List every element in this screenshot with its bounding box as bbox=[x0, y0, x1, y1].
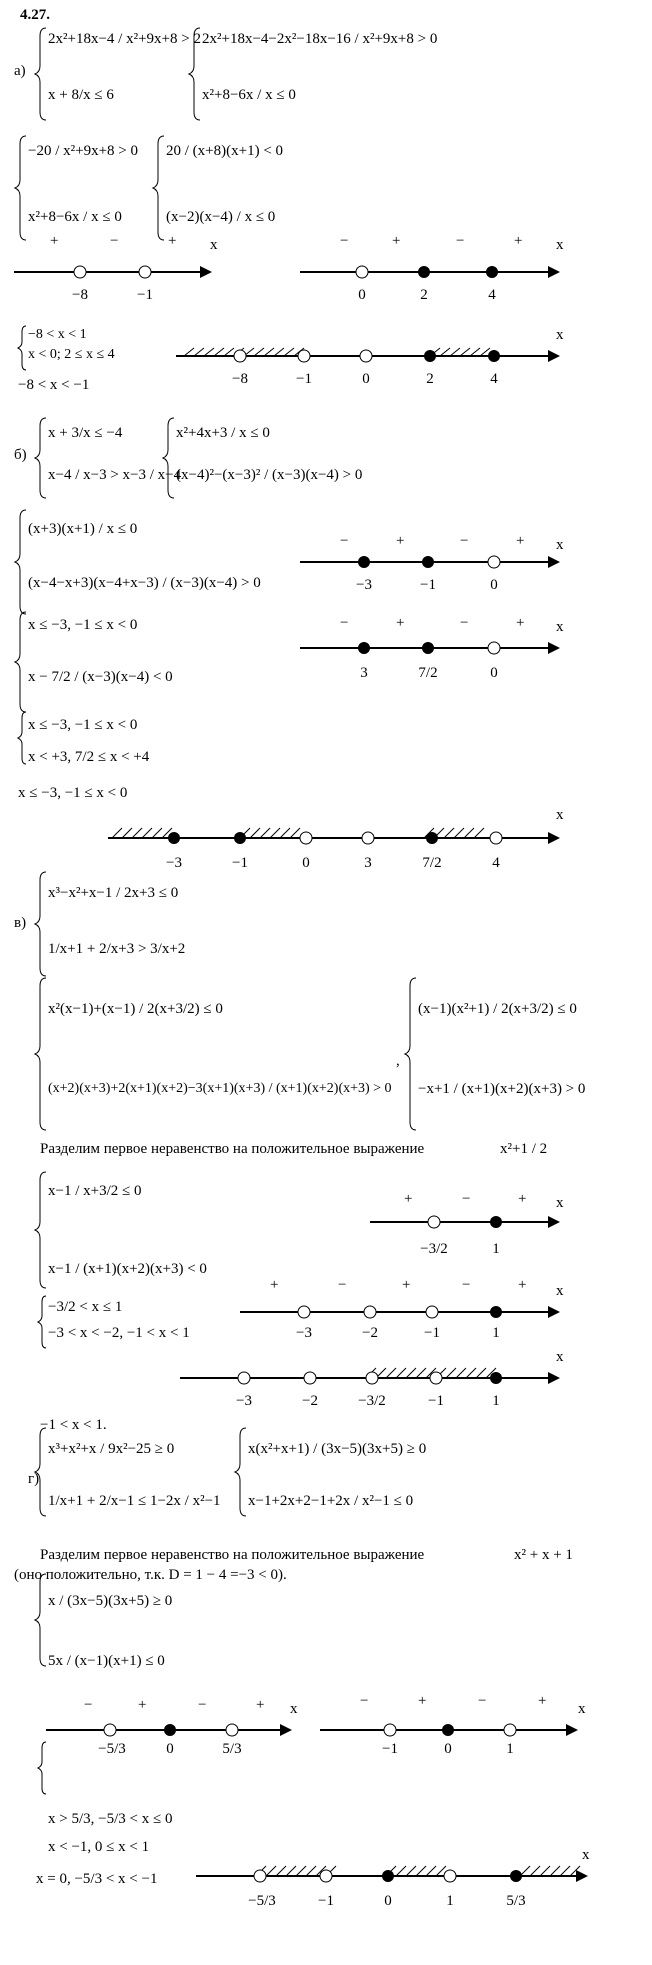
sign: + bbox=[538, 1693, 547, 1709]
a-sys5-eq2: x < 0; 2 ≤ x ≤ 4 bbox=[28, 347, 115, 362]
b-sys4-eq2: x − 7/2 / (x−3)(x−4) < 0 bbox=[28, 669, 173, 685]
point-label: −3/2 bbox=[420, 1241, 448, 1257]
a-sys1-eq1: 2x²+18x−4 / x²+9x+8 > 2 bbox=[48, 31, 201, 47]
sign: − bbox=[340, 233, 349, 249]
sign: − bbox=[360, 1693, 369, 1709]
sign: + bbox=[270, 1277, 279, 1293]
g-sys4-eq2: x < −1, 0 ≤ x < 1 bbox=[48, 1839, 150, 1855]
axis-label: x bbox=[582, 1847, 590, 1863]
point-label: −1 bbox=[420, 577, 436, 593]
point-label: 1 bbox=[492, 1393, 500, 1409]
point-label: −8 bbox=[72, 287, 88, 303]
point-label: −1 bbox=[428, 1393, 444, 1409]
part-b-label: б) bbox=[14, 447, 27, 463]
point-label: −1 bbox=[382, 1741, 398, 1757]
sign: − bbox=[84, 1697, 93, 1713]
a-sys4-eq2: (x−2)(x−4) / x ≤ 0 bbox=[166, 209, 276, 225]
sign: − bbox=[340, 615, 349, 631]
axis-label: x bbox=[556, 537, 564, 553]
v-sys2-eq1: x²(x−1)+(x−1) / 2(x+3/2) ≤ 0 bbox=[48, 1001, 223, 1017]
v-number-line-1 bbox=[0, 1180, 652, 1240]
point-label: −5/3 bbox=[98, 1741, 126, 1757]
v-sys1-eq1: x³−x²+x−1 / 2x+3 ≤ 0 bbox=[48, 885, 179, 901]
b-sys1-eq1: x + 3/x ≤ −4 bbox=[48, 425, 123, 441]
point-label: 0 bbox=[384, 1893, 392, 1909]
axis-label: x bbox=[556, 1195, 564, 1211]
b-number-line-1 bbox=[0, 520, 652, 580]
comma: , bbox=[396, 1053, 400, 1069]
g-sys3-eq2: 5x / (x−1)(x+1) ≤ 0 bbox=[48, 1653, 165, 1669]
v-sys2-eq2: (x+2)(x+3)+2(x+1)(x+2)−3(x+1)(x+3) / (x+1)(x+2)(x+3) > 0 bbox=[48, 1081, 392, 1096]
g-note2: (оно положительно, т.к. D = 1 − 4 =−3 < 0). bbox=[14, 1567, 287, 1583]
sign: + bbox=[396, 533, 405, 549]
v-note-expr: x²+1 / 2 bbox=[500, 1141, 548, 1157]
axis-label: x bbox=[556, 619, 564, 635]
b-combined-line bbox=[0, 800, 652, 860]
sign: + bbox=[518, 1277, 527, 1293]
v-combined-line bbox=[0, 1340, 652, 1400]
point-label: 0 bbox=[358, 287, 366, 303]
point-label: 4 bbox=[490, 371, 498, 387]
g-number-line-2 bbox=[0, 1690, 652, 1750]
point-label: 0 bbox=[302, 855, 310, 871]
g-sys2-eq2: x−1+2x+2−1+2x / x²−1 ≤ 0 bbox=[248, 1493, 414, 1509]
axis-label: x bbox=[556, 237, 564, 253]
sign: + bbox=[516, 533, 525, 549]
point-label: −1 bbox=[424, 1325, 440, 1341]
v-note: Разделим первое неравенство на положительное выражение bbox=[40, 1141, 425, 1157]
b-sys2-eq1: x²+4x+3 / x ≤ 0 bbox=[176, 425, 270, 441]
point-label: −3 bbox=[356, 577, 372, 593]
v-sys4-eq2: x−1 / (x+1)(x+2)(x+3) < 0 bbox=[48, 1261, 207, 1277]
v-sys1-eq2: 1/x+1 + 2/x+3 > 3/x+2 bbox=[48, 941, 186, 957]
a-sys2-eq2: x²+8−6x / x ≤ 0 bbox=[202, 87, 296, 103]
a-number-line-2 bbox=[0, 230, 652, 290]
point-label: 1 bbox=[446, 1893, 454, 1909]
sign: + bbox=[404, 1191, 413, 1207]
sign: + bbox=[256, 1697, 265, 1713]
part-a-label: а) bbox=[14, 63, 26, 79]
point-label: 5/3 bbox=[222, 1741, 242, 1757]
point-label: −1 bbox=[296, 371, 312, 387]
sign: − bbox=[198, 1697, 207, 1713]
v-sys5-eq2: −3 < x < −2, −1 < x < 1 bbox=[48, 1325, 190, 1341]
v-sys3-eq1: (x−1)(x²+1) / 2(x+3/2) ≤ 0 bbox=[418, 1001, 577, 1017]
v-sys4-eq1: x−1 / x+3/2 ≤ 0 bbox=[48, 1183, 142, 1199]
g-sys4-eq1: x > 5/3, −5/3 < x ≤ 0 bbox=[48, 1811, 173, 1827]
part-v-label: в) bbox=[14, 915, 27, 931]
point-label: 5/3 bbox=[506, 1893, 526, 1909]
sign: − bbox=[460, 615, 469, 631]
point-label: 4 bbox=[488, 287, 496, 303]
point-label: 0 bbox=[362, 371, 370, 387]
point-label: 0 bbox=[490, 577, 498, 593]
point-label: 0 bbox=[166, 1741, 174, 1757]
a-sys2-eq1: 2x²+18x−4−2x²−18x−16 / x²+9x+8 > 0 bbox=[202, 31, 438, 47]
sign: + bbox=[396, 615, 405, 631]
point-label: −2 bbox=[362, 1325, 378, 1341]
sign: − bbox=[340, 533, 349, 549]
axis-label: x bbox=[290, 1701, 298, 1717]
point-label: 1 bbox=[492, 1241, 500, 1257]
sign: + bbox=[168, 233, 177, 249]
b-number-line-2 bbox=[0, 606, 652, 666]
point-label: −1 bbox=[318, 1893, 334, 1909]
a-sys1-eq2: x + 8/x ≤ 6 bbox=[48, 87, 114, 103]
axis-label: x bbox=[210, 237, 218, 253]
point-label: −1 bbox=[137, 287, 153, 303]
axis-label: x bbox=[556, 327, 564, 343]
sign: − bbox=[460, 533, 469, 549]
g-sys1-eq1: x³+x²+x / 9x²−25 ≥ 0 bbox=[48, 1441, 175, 1457]
g-sys1-eq2: 1/x+1 + 2/x−1 ≤ 1−2x / x²−1 bbox=[48, 1493, 221, 1509]
point-label: −8 bbox=[232, 371, 248, 387]
v-sys3-eq2: −x+1 / (x+1)(x+2)(x+3) > 0 bbox=[418, 1081, 586, 1097]
g-sys2-eq1: x(x²+x+1) / (3x−5)(3x+5) ≥ 0 bbox=[248, 1441, 427, 1457]
b-answer: x ≤ −3, −1 ≤ x < 0 bbox=[18, 785, 128, 801]
a-sys3-eq1: −20 / x²+9x+8 > 0 bbox=[28, 143, 139, 159]
sign: − bbox=[462, 1277, 471, 1293]
point-label: −5/3 bbox=[248, 1893, 276, 1909]
a-sys4-eq1: 20 / (x+8)(x+1) < 0 bbox=[166, 143, 284, 159]
g-note1-expr: x² + x + 1 bbox=[514, 1547, 573, 1563]
point-label: 3 bbox=[360, 665, 368, 681]
sign: + bbox=[50, 233, 59, 249]
point-label: 4 bbox=[492, 855, 500, 871]
b-sys5-eq1: x ≤ −3, −1 ≤ x < 0 bbox=[28, 717, 138, 733]
sign: + bbox=[516, 615, 525, 631]
b-sys1-eq2: x−4 / x−3 > x−3 / x−4 bbox=[48, 467, 182, 483]
sign: + bbox=[402, 1277, 411, 1293]
sign: − bbox=[456, 233, 465, 249]
point-label: 3 bbox=[364, 855, 372, 871]
sign: + bbox=[138, 1697, 147, 1713]
sign: − bbox=[110, 233, 119, 249]
g-combined-line bbox=[0, 1838, 652, 1898]
axis-label: x bbox=[578, 1701, 586, 1717]
g-sys3-eq1: x / (3x−5)(3x+5) ≥ 0 bbox=[48, 1593, 173, 1609]
axis-label: x bbox=[556, 1283, 564, 1299]
point-label: 1 bbox=[506, 1741, 514, 1757]
a-sys3-eq2: x²+8−6x / x ≤ 0 bbox=[28, 209, 122, 225]
sign: + bbox=[392, 233, 401, 249]
b-sys4-eq1: x ≤ −3, −1 ≤ x < 0 bbox=[28, 617, 138, 633]
sign: − bbox=[478, 1693, 487, 1709]
point-label: −3 bbox=[236, 1393, 252, 1409]
point-label: 7/2 bbox=[418, 665, 438, 681]
b-sys5-eq2: x < +3, 7/2 ≤ x < +4 bbox=[28, 749, 150, 765]
g-note1: Разделим первое неравенство на положительное выражение bbox=[40, 1547, 425, 1563]
b-sys2-eq2: (x−4)²−(x−3)² / (x−3)(x−4) > 0 bbox=[176, 467, 363, 483]
problem-number: 4.27. bbox=[20, 7, 50, 23]
a-combined-line bbox=[0, 320, 652, 380]
part-g-label: г) bbox=[28, 1471, 40, 1487]
point-label: 2 bbox=[420, 287, 428, 303]
point-label: −3/2 bbox=[358, 1393, 386, 1409]
b-sys3-eq1: (x+3)(x+1) / x ≤ 0 bbox=[28, 521, 138, 537]
v-sys5-eq1: −3/2 < x ≤ 1 bbox=[48, 1299, 123, 1315]
b-sys3-eq2: (x−4−x+3)(x−4+x−3) / (x−3)(x−4) > 0 bbox=[28, 575, 261, 591]
point-label: 2 bbox=[426, 371, 434, 387]
point-label: 0 bbox=[444, 1741, 452, 1757]
sign: − bbox=[338, 1277, 347, 1293]
sign: + bbox=[518, 1191, 527, 1207]
point-label: 0 bbox=[490, 665, 498, 681]
point-label: −3 bbox=[166, 855, 182, 871]
point-label: 7/2 bbox=[422, 855, 442, 871]
point-label: −3 bbox=[296, 1325, 312, 1341]
a-answer: −8 < x < −1 bbox=[18, 377, 90, 393]
point-label: 1 bbox=[492, 1325, 500, 1341]
axis-label: x bbox=[556, 1349, 564, 1365]
point-label: −2 bbox=[302, 1393, 318, 1409]
sign: + bbox=[514, 233, 523, 249]
g-answer: x = 0, −5/3 < x < −1 bbox=[36, 1871, 158, 1887]
point-label: −1 bbox=[232, 855, 248, 871]
sign: + bbox=[418, 1693, 427, 1709]
v-answer: −1 < x < 1. bbox=[40, 1417, 107, 1433]
axis-label: x bbox=[556, 807, 564, 823]
sign: − bbox=[462, 1191, 471, 1207]
a-sys5-eq1: −8 < x < 1 bbox=[28, 327, 87, 342]
